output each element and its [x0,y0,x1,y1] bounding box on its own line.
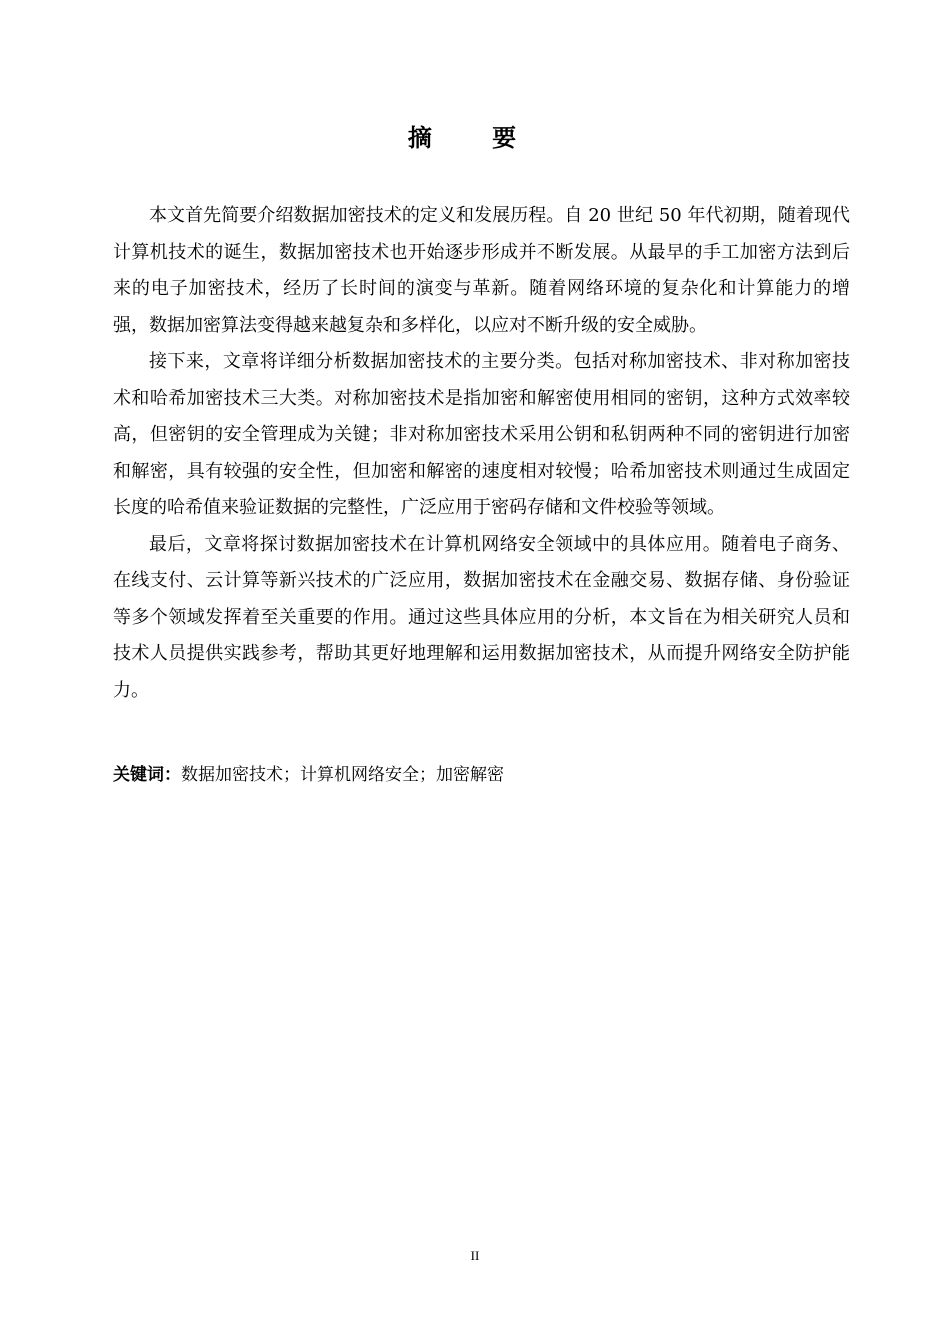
abstract-paragraph-2: 接下来，文章将详细分析数据加密技术的主要分类。包括对称加密技术、非对称加密技术和哈希加密技术三大类。对称加密技术是指加密和解密使用相同的密钥，这种方式效率较高，但密钥的安全管理成为关键；非对称加密技术采用公钥和私钥两种不同的密钥进行加密和解密，具有较强的安全性，但加密和解密的速度相对较慢；哈希加密技术则通过生成固定长度的哈希值来验证数据的完整性，广泛应用于密码存储和文件校验等领域。 [113,351,850,518]
page-number: II [470,1248,480,1263]
abstract-body [113,198,850,709]
abstract-paragraph-3: 最后，文章将探讨数据加密技术在计算机网络安全领域中的具体应用。随着电子商务、在线支付、云计算等新兴技术的广泛应用，数据加密技术在金融交易、数据存储、身份验证等多个领域发挥着至关重要的作用。通过这些具体应用的分析，本文旨在为相关研究人员和技术人员提供实践参考，帮助其更好地理解和运用数据加密技术，从而提升网络安全防护能力。 [113,533,850,701]
keywords-value: 数据加密技术；计算机网络安全；加密解密 [181,765,504,785]
abstract-paragraph-1: 本文首先简要介绍数据加密技术的定义和发展历程。自 20 世纪 50 年代初期，随着现代计算机技术的诞生，数据加密技术也开始逐步形成并不断发展。从最早的手工加密方法到后来的电子加密技术，经历了长时间的演变与革新。随着网络环境的复杂化和计算能力的增强，数据加密算法变得越来越复杂和多样化，以应对不断升级的安全威胁。 [113,205,850,336]
keywords-label: 关键词： [113,765,181,785]
keywords-line [113,762,850,788]
page-title: 摘 要 [407,124,543,152]
